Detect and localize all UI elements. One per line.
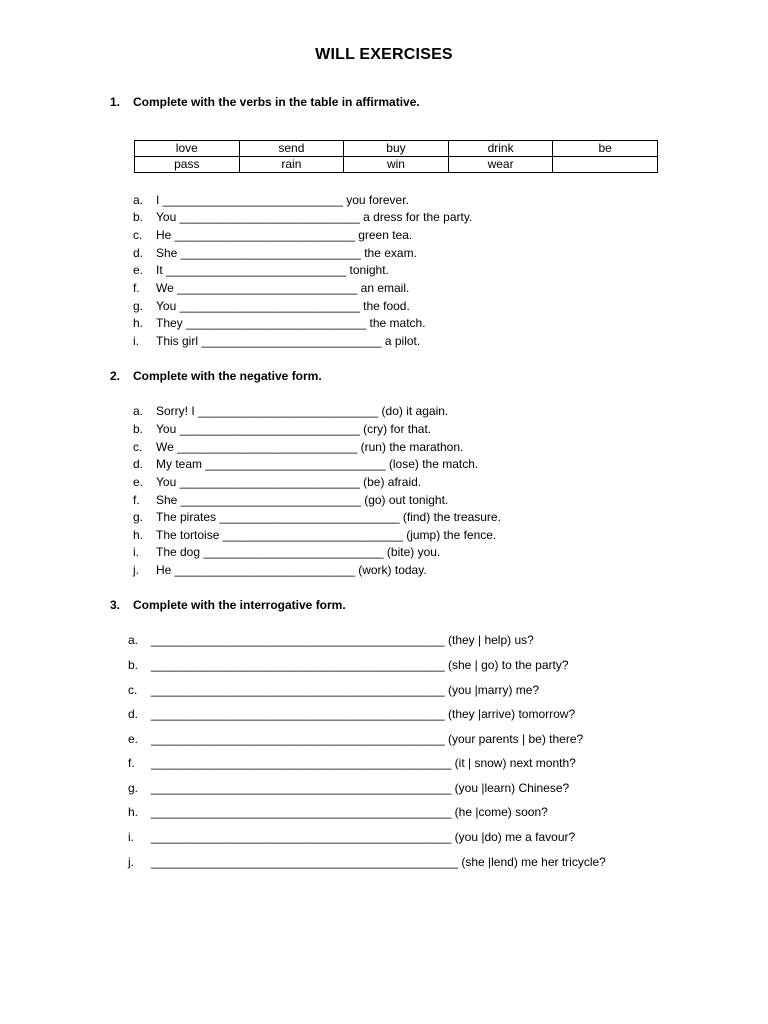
exercise-item <box>128 731 583 747</box>
item-letter: f. <box>133 493 140 507</box>
item-text: It ___________________________ tonight. <box>156 263 389 277</box>
verb-table-row <box>135 141 658 157</box>
exercise-item <box>133 509 501 525</box>
section-2-heading-text: Complete with the negative form. <box>133 369 322 383</box>
item-text: _____________________________________________ (you |do) me a favour? <box>151 830 576 844</box>
item-letter: i. <box>133 334 139 348</box>
exercise-item <box>128 706 575 722</box>
section-1-heading <box>110 95 420 109</box>
item-text: My team ___________________________ (lose) the match. <box>156 457 479 471</box>
item-letter: d. <box>128 707 139 721</box>
verb-cell: send <box>239 141 344 157</box>
item-text: Sorry! I ___________________________ (do) it again. <box>156 404 449 418</box>
item-text: You ___________________________ (be) afraid. <box>156 475 422 489</box>
verb-table <box>134 140 658 173</box>
item-text: I ___________________________ you forever. <box>156 193 409 207</box>
item-text: ____________________________________________ (your parents | be) there? <box>151 732 584 746</box>
section-3-heading <box>110 598 346 612</box>
verb-cell: be <box>553 141 658 157</box>
item-text: _____________________________________________ (you |learn) Chinese? <box>151 781 570 795</box>
exercise-item <box>128 682 539 698</box>
item-letter: b. <box>133 210 144 224</box>
item-letter: h. <box>128 805 139 819</box>
section-1-number: 1. <box>110 95 121 109</box>
item-letter: a. <box>133 404 144 418</box>
item-letter: c. <box>133 440 143 454</box>
item-letter: d. <box>133 457 144 471</box>
item-text: You ___________________________ a dress for the party. <box>156 210 473 224</box>
exercise-item <box>128 854 606 870</box>
exercise-item <box>133 298 410 314</box>
item-text: He ___________________________ (work) today. <box>156 563 427 577</box>
verb-table-row <box>135 157 658 173</box>
section-2-heading <box>110 369 322 383</box>
item-text: You ___________________________ the food. <box>156 299 410 313</box>
exercise-item <box>133 245 417 261</box>
item-text: He ___________________________ green tea. <box>156 228 413 242</box>
exercise-item <box>133 227 412 243</box>
exercise-item <box>133 562 427 578</box>
item-letter: b. <box>133 422 144 436</box>
item-letter: a. <box>133 193 144 207</box>
section-3-number: 3. <box>110 598 121 612</box>
section-3-heading-text: Complete with the interrogative form. <box>133 598 346 612</box>
exercise-item <box>133 262 389 278</box>
item-letter: h. <box>133 316 144 330</box>
item-text: The pirates ___________________________ (find) the treasure. <box>156 510 501 524</box>
item-letter: c. <box>128 683 138 697</box>
item-letter: e. <box>128 732 139 746</box>
section-1-heading-text: Complete with the verbs in the table in affirmative. <box>133 95 420 109</box>
item-text: _____________________________________________ (it | snow) next month? <box>151 756 576 770</box>
item-text: This girl ___________________________ a pilot. <box>156 334 421 348</box>
item-text: ____________________________________________ (they | help) us? <box>151 633 534 647</box>
exercise-item <box>133 527 496 543</box>
item-letter: e. <box>133 263 144 277</box>
verb-cell: rain <box>239 157 344 173</box>
exercise-item <box>128 804 548 820</box>
verb-cell: drink <box>448 141 553 157</box>
item-text: They ___________________________ the match. <box>156 316 426 330</box>
item-text: ____________________________________________ (they |arrive) tomorrow? <box>151 707 576 721</box>
item-letter: g. <box>128 781 139 795</box>
section-2-number: 2. <box>110 369 121 383</box>
item-text: We ___________________________ (run) the marathon. <box>156 440 464 454</box>
verb-cell: buy <box>344 141 449 157</box>
item-text: ____________________________________________ (she | go) to the party? <box>151 658 569 672</box>
item-text: The tortoise ___________________________ (jump) the fence. <box>156 528 497 542</box>
item-text: ____________________________________________ (you |marry) me? <box>151 683 540 697</box>
exercise-item <box>133 280 409 296</box>
item-letter: h. <box>133 528 144 542</box>
item-letter: d. <box>133 246 144 260</box>
item-letter: j. <box>128 855 134 869</box>
exercise-item <box>133 456 478 472</box>
exercise-item <box>133 209 472 225</box>
exercise-item <box>133 492 448 508</box>
item-letter: i. <box>133 545 139 559</box>
item-letter: g. <box>133 299 144 313</box>
item-letter: i. <box>128 830 134 844</box>
exercise-item <box>128 657 569 673</box>
item-text: We ___________________________ an email. <box>156 281 410 295</box>
verb-cell: win <box>344 157 449 173</box>
item-text: _____________________________________________ (he |come) soon? <box>151 805 548 819</box>
exercise-item <box>133 544 440 560</box>
exercise-item <box>128 755 576 771</box>
item-text: She ___________________________ the exam. <box>156 246 417 260</box>
page-title: WILL EXERCISES <box>315 46 453 63</box>
exercise-item <box>133 333 420 349</box>
verb-cell: wear <box>448 157 553 173</box>
item-letter: a. <box>128 633 139 647</box>
item-letter: c. <box>133 228 143 242</box>
exercise-item <box>128 632 534 648</box>
verb-cell: love <box>135 141 240 157</box>
item-text: You ___________________________ (cry) for that. <box>156 422 432 436</box>
verb-cell <box>553 157 658 173</box>
item-letter: g. <box>133 510 144 524</box>
item-letter: f. <box>133 281 140 295</box>
verb-cell: pass <box>135 157 240 173</box>
exercise-item <box>133 192 409 208</box>
item-text: The dog ___________________________ (bite) you. <box>156 545 441 559</box>
exercise-item <box>133 403 448 419</box>
item-letter: e. <box>133 475 144 489</box>
exercise-item <box>133 421 431 437</box>
exercise-item <box>128 829 575 845</box>
item-text: ______________________________________________ (she |lend) me her tricycle? <box>151 855 606 869</box>
item-text: She ___________________________ (go) out tonight. <box>156 493 449 507</box>
exercise-item <box>128 780 569 796</box>
exercise-item <box>133 474 421 490</box>
exercise-item <box>133 315 426 331</box>
item-letter: f. <box>128 756 135 770</box>
exercise-item <box>133 439 463 455</box>
item-letter: b. <box>128 658 139 672</box>
item-letter: j. <box>133 563 139 577</box>
